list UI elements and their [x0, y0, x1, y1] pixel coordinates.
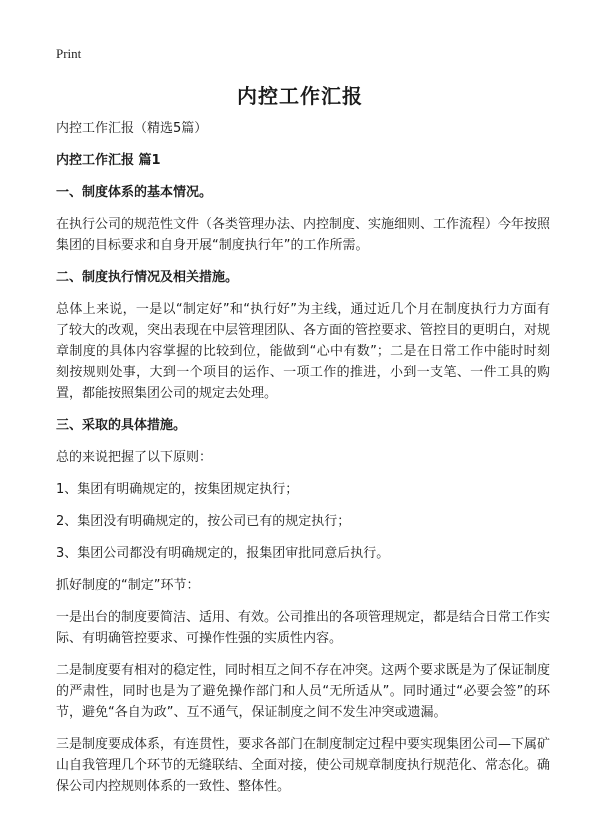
section-3	[56, 415, 550, 797]
section-paragraph: 3、集团公司都没有明确规定的，报集团审批同意后执行。	[56, 546, 390, 561]
section-paragraph: 三是制度要成体系，有连贯性，要求各部门在制度制定过程中要实现集团公司—下属矿山自我管理几个环节的无缝联结、全面对接，使公司规章制度执行规范化、常态化。确保公司内控规则体系的一致性、整体性。	[56, 737, 551, 794]
section-heading: 一、制度体系的基本情况。	[56, 185, 213, 200]
section-paragraph: 总的来说把握了以下原则：	[56, 450, 213, 465]
document-subtitle: 内控工作汇报（精选5篇）	[56, 121, 208, 136]
article-heading: 内控工作汇报 篇1	[56, 153, 161, 168]
section-2	[56, 267, 550, 404]
section-heading: 二、制度执行情况及相关措施。	[56, 270, 239, 285]
section-paragraph: 一是出台的制度要简洁、适用、有效。公司推出的各项管理规定，都是结合日常工作实际、有明确管控要求、可操作性强的实质性内容。	[56, 610, 551, 646]
document-title: 内控工作汇报	[237, 84, 363, 108]
section-heading: 三、采取的具体措施。	[56, 418, 187, 433]
document-body	[56, 118, 550, 808]
section-paragraph: 1、集团有明确规定的，按集团规定执行；	[56, 482, 299, 497]
section-paragraph: 在执行公司的规范性文件（各类管理办法、内控制度、实施细则、工作流程）今年按照集团的目标要求和自身开展“制度执行年”的工作所需。	[56, 217, 551, 253]
section-1	[56, 182, 550, 256]
section-paragraph: 抓好制度的“制定”环节：	[56, 578, 200, 593]
section-paragraph: 2、集团没有明确规定的，按公司已有的规定执行；	[56, 514, 351, 529]
section-paragraph: 总体上来说，一是以“制定好”和“执行好”为主线，通过近几个月在制度执行力方面有了较大的改观，突出表现在中层管理团队、各方面的管控要求、管控目的更明白，对规章制度的具体内容掌握的比较到位，能做到“心中有数”；二是在日常工作中能时时刻刻按规则处事，大到一个项目的运作、一项工作的推进，小到一支笔、一件工具的购置，都能按照集团公司的规定去处理。	[56, 302, 551, 401]
section-paragraph: 二是制度要有相对的稳定性，同时相互之间不存在冲突。这两个要求既是为了保证制度的严肃性，同时也是为了避免操作部门和人员“无所适从”。同时通过“必要会签”的环节，避免“各自为政”、互不通气，保证制度之间不发生冲突或遗漏。	[56, 663, 551, 720]
print-label: Print	[56, 46, 82, 61]
